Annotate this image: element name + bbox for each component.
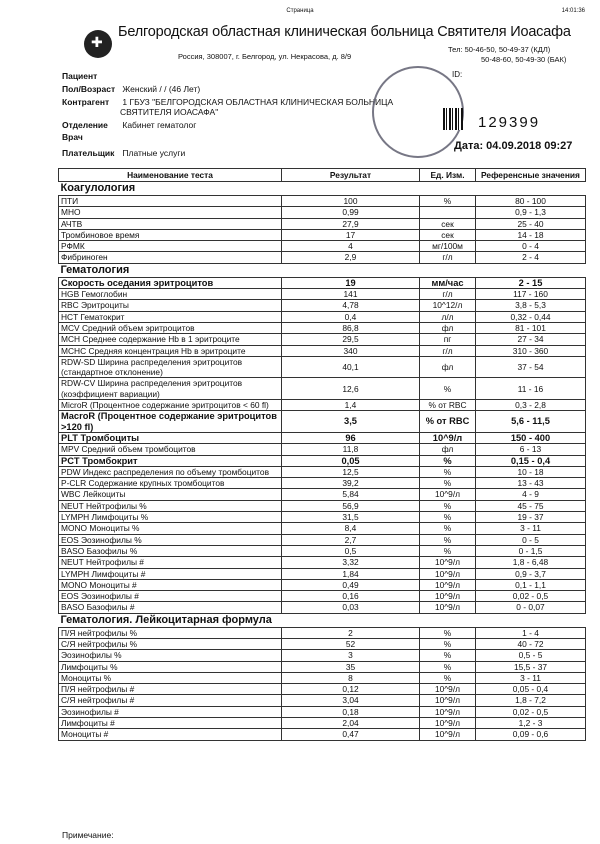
test-name: Моноциты % bbox=[59, 672, 282, 683]
test-name: LYMPH Лимфоциты # bbox=[59, 568, 282, 579]
test-unit: г/л bbox=[420, 289, 476, 300]
table-row bbox=[59, 196, 586, 207]
col-test-name: Наименование теста bbox=[59, 169, 282, 182]
test-reference: 3 - 11 bbox=[476, 672, 586, 683]
test-reference: 1,8 - 7,2 bbox=[476, 695, 586, 706]
test-reference: 3 - 11 bbox=[476, 523, 586, 534]
section-header bbox=[59, 263, 586, 277]
test-unit: сек bbox=[420, 229, 476, 240]
test-reference: 2 - 4 bbox=[476, 252, 586, 263]
test-reference: 0,02 - 0,5 bbox=[476, 591, 586, 602]
test-unit: % от RBC bbox=[420, 411, 476, 433]
test-name: MPV Средний объем тромбоцитов bbox=[59, 444, 282, 455]
test-unit: % bbox=[420, 523, 476, 534]
contractor-row-2: СВЯТИТЕЛЯ ИОАСАФА" bbox=[120, 107, 219, 117]
hospital-logo-icon bbox=[84, 30, 112, 58]
test-unit: % bbox=[420, 378, 476, 400]
test-reference: 5,6 - 11,5 bbox=[476, 411, 586, 433]
test-reference: 0 - 0,07 bbox=[476, 602, 586, 613]
test-unit: % bbox=[420, 478, 476, 489]
test-reference: 4 - 9 bbox=[476, 489, 586, 500]
table-row bbox=[59, 322, 586, 333]
test-reference: 0,1 - 1,1 bbox=[476, 579, 586, 590]
table-row bbox=[59, 627, 586, 638]
test-reference: 25 - 40 bbox=[476, 218, 586, 229]
test-reference: 14 - 18 bbox=[476, 229, 586, 240]
table-row bbox=[59, 729, 586, 740]
test-result: 52 bbox=[282, 638, 420, 649]
test-result: 96 bbox=[282, 432, 420, 443]
test-name: Моноциты # bbox=[59, 729, 282, 740]
table-row bbox=[59, 455, 586, 466]
table-row bbox=[59, 300, 586, 311]
test-name: WBC Лейкоциты bbox=[59, 489, 282, 500]
test-name: MONO Моноциты # bbox=[59, 579, 282, 590]
test-result: 3,32 bbox=[282, 557, 420, 568]
table-row bbox=[59, 650, 586, 661]
test-result: 40,1 bbox=[282, 356, 420, 378]
test-reference: 13 - 43 bbox=[476, 478, 586, 489]
test-name: MicroR (Процентное содержание эритроцитов < 60 fl) bbox=[59, 400, 282, 411]
col-unit: Ед. Изм. bbox=[420, 169, 476, 182]
table-row bbox=[59, 218, 586, 229]
test-result: 0,4 bbox=[282, 311, 420, 322]
test-reference: 6 - 13 bbox=[476, 444, 586, 455]
test-result: 141 bbox=[282, 289, 420, 300]
test-reference: 0 - 1,5 bbox=[476, 545, 586, 556]
table-row bbox=[59, 579, 586, 590]
test-result: 0,18 bbox=[282, 706, 420, 717]
test-reference: 11 - 16 bbox=[476, 378, 586, 400]
test-unit: 10^9/л bbox=[420, 568, 476, 579]
test-name: РФМК bbox=[59, 241, 282, 252]
section-header bbox=[59, 182, 586, 196]
test-name: С/Я нейтрофилы % bbox=[59, 638, 282, 649]
table-row bbox=[59, 512, 586, 523]
test-reference: 0,9 - 3,7 bbox=[476, 568, 586, 579]
test-name: PDW Индекс распределения по объему тромбоцитов bbox=[59, 466, 282, 477]
results-table bbox=[58, 168, 586, 741]
test-result: 340 bbox=[282, 345, 420, 356]
test-unit: % bbox=[420, 455, 476, 466]
table-row bbox=[59, 334, 586, 345]
test-name: Фибриноген bbox=[59, 252, 282, 263]
test-result: 12,6 bbox=[282, 378, 420, 400]
section-header bbox=[59, 613, 586, 627]
table-row bbox=[59, 568, 586, 579]
test-result: 2 bbox=[282, 627, 420, 638]
test-unit: сек bbox=[420, 218, 476, 229]
test-reference: 2 - 15 bbox=[476, 277, 586, 288]
test-name: Скорость оседания эритроцитов bbox=[59, 277, 282, 288]
table-row bbox=[59, 400, 586, 411]
table-row bbox=[59, 684, 586, 695]
test-unit bbox=[420, 207, 476, 218]
test-name: АЧТВ bbox=[59, 218, 282, 229]
table-row bbox=[59, 638, 586, 649]
test-result: 0,5 bbox=[282, 545, 420, 556]
barcode-icon bbox=[443, 108, 463, 130]
table-row bbox=[59, 523, 586, 534]
test-unit: % от RBC bbox=[420, 400, 476, 411]
test-result: 0,99 bbox=[282, 207, 420, 218]
test-unit: 10^9/л bbox=[420, 557, 476, 568]
test-result: 0,16 bbox=[282, 591, 420, 602]
table-row bbox=[59, 706, 586, 717]
test-unit: г/л bbox=[420, 345, 476, 356]
test-reference: 3,8 - 5,3 bbox=[476, 300, 586, 311]
test-unit: фл bbox=[420, 356, 476, 378]
test-reference: 80 - 100 bbox=[476, 196, 586, 207]
test-unit: мм/час bbox=[420, 277, 476, 288]
patient-row: Пациент bbox=[62, 71, 98, 81]
table-row bbox=[59, 478, 586, 489]
test-reference: 37 - 54 bbox=[476, 356, 586, 378]
table-row bbox=[59, 345, 586, 356]
test-reference: 15,5 - 37 bbox=[476, 661, 586, 672]
col-reference: Референсные значения bbox=[476, 169, 586, 182]
test-unit: фл bbox=[420, 322, 476, 333]
table-row bbox=[59, 591, 586, 602]
test-name: PCT Тромбокрит bbox=[59, 455, 282, 466]
table-row bbox=[59, 718, 586, 729]
table-row bbox=[59, 695, 586, 706]
test-name: P-CLR Содержание крупных тромбоцитов bbox=[59, 478, 282, 489]
test-name: П/Я нейтрофилы % bbox=[59, 627, 282, 638]
test-result: 12,5 bbox=[282, 466, 420, 477]
test-name: MCV Средний объем эритроцитов bbox=[59, 322, 282, 333]
test-name: Тромбиновое время bbox=[59, 229, 282, 240]
col-result: Результат bbox=[282, 169, 420, 182]
test-name: EOS Эозинофилы # bbox=[59, 591, 282, 602]
test-reference: 117 - 160 bbox=[476, 289, 586, 300]
test-unit: мг/100м bbox=[420, 241, 476, 252]
test-result: 5,84 bbox=[282, 489, 420, 500]
table-row bbox=[59, 229, 586, 240]
test-reference: 0,02 - 0,5 bbox=[476, 706, 586, 717]
test-name: LYMPH Лимфоциты % bbox=[59, 512, 282, 523]
test-result: 2,9 bbox=[282, 252, 420, 263]
table-row bbox=[59, 207, 586, 218]
department-row: Отделение Кабинет гематолог bbox=[62, 120, 197, 130]
test-unit: % bbox=[420, 661, 476, 672]
table-row bbox=[59, 432, 586, 443]
test-unit: % bbox=[420, 534, 476, 545]
table-row bbox=[59, 356, 586, 378]
table-row bbox=[59, 489, 586, 500]
test-unit: % bbox=[420, 545, 476, 556]
test-name: RDW-SD Ширина распределения эритроцитов (стандартное отклонение) bbox=[59, 356, 282, 378]
table-row bbox=[59, 557, 586, 568]
test-name: MONO Моноциты % bbox=[59, 523, 282, 534]
table-row bbox=[59, 277, 586, 288]
table-row bbox=[59, 411, 586, 433]
test-name: BASO Базофилы % bbox=[59, 545, 282, 556]
test-result: 0,12 bbox=[282, 684, 420, 695]
doctor-row: Врач bbox=[62, 132, 83, 142]
test-name: EOS Эозинофилы % bbox=[59, 534, 282, 545]
table-row bbox=[59, 241, 586, 252]
test-result: 4,78 bbox=[282, 300, 420, 311]
table-row bbox=[59, 289, 586, 300]
print-time: 14:01:36 bbox=[561, 8, 585, 14]
test-reference: 81 - 101 bbox=[476, 322, 586, 333]
test-unit: 10^9/л bbox=[420, 602, 476, 613]
test-unit: 10^9/л bbox=[420, 729, 476, 740]
test-reference: 0,09 - 0,6 bbox=[476, 729, 586, 740]
test-name: Лимфоциты # bbox=[59, 718, 282, 729]
test-result: 31,5 bbox=[282, 512, 420, 523]
test-result: 1,84 bbox=[282, 568, 420, 579]
test-unit: % bbox=[420, 672, 476, 683]
contractor-row: Контрагент 1 ГБУЗ "БЕЛГОРОДСКАЯ ОБЛАСТНАЯ КЛИНИЧЕСКАЯ БОЛЬНИЦА bbox=[62, 97, 394, 107]
test-unit: 10^9/л bbox=[420, 684, 476, 695]
test-name: BASO Базофилы # bbox=[59, 602, 282, 613]
test-unit: 10^9/л bbox=[420, 489, 476, 500]
test-name: MCHC Средняя концентрация Hb в эритроците bbox=[59, 345, 282, 356]
test-result: 1,4 bbox=[282, 400, 420, 411]
test-reference: 1,8 - 6,48 bbox=[476, 557, 586, 568]
table-row bbox=[59, 252, 586, 263]
section-title: Гематология bbox=[59, 263, 586, 277]
phone-line-1: Тел: 50-46-50, 50-49-37 (КДЛ) bbox=[448, 45, 551, 54]
test-result: 3,04 bbox=[282, 695, 420, 706]
sex-age-row: Пол/Возраст Женский / / (46 Лет) bbox=[62, 84, 201, 94]
test-name: Эозинофилы % bbox=[59, 650, 282, 661]
test-result: 35 bbox=[282, 661, 420, 672]
payer-row: Плательщик Платные услуги bbox=[62, 148, 186, 158]
test-unit: % bbox=[420, 627, 476, 638]
test-name: HCT Гематокрит bbox=[59, 311, 282, 322]
test-unit: пг bbox=[420, 334, 476, 345]
table-header bbox=[59, 169, 586, 182]
table-row bbox=[59, 602, 586, 613]
test-reference: 0 - 4 bbox=[476, 241, 586, 252]
sample-number: 129399 bbox=[478, 114, 541, 131]
test-unit: % bbox=[420, 196, 476, 207]
table-row bbox=[59, 545, 586, 556]
test-reference: 0,32 - 0,44 bbox=[476, 311, 586, 322]
test-result: 2,7 bbox=[282, 534, 420, 545]
test-name: NEUT Нейтрофилы # bbox=[59, 557, 282, 568]
table-row bbox=[59, 444, 586, 455]
test-unit: фл bbox=[420, 444, 476, 455]
test-name: HGB Гемоглобин bbox=[59, 289, 282, 300]
test-result: 29,5 bbox=[282, 334, 420, 345]
test-unit: % bbox=[420, 650, 476, 661]
test-name: ПТИ bbox=[59, 196, 282, 207]
table-row bbox=[59, 466, 586, 477]
test-name: П/Я нейтрофилы # bbox=[59, 684, 282, 695]
test-result: 86,8 bbox=[282, 322, 420, 333]
test-result: 3,5 bbox=[282, 411, 420, 433]
table-row bbox=[59, 534, 586, 545]
table-row bbox=[59, 500, 586, 511]
test-result: 100 bbox=[282, 196, 420, 207]
test-reference: 45 - 75 bbox=[476, 500, 586, 511]
test-name: PLT Тромбоциты bbox=[59, 432, 282, 443]
test-unit: % bbox=[420, 638, 476, 649]
test-unit: 10^9/л bbox=[420, 706, 476, 717]
test-name: Эозинофилы # bbox=[59, 706, 282, 717]
test-result: 0,05 bbox=[282, 455, 420, 466]
test-reference: 10 - 18 bbox=[476, 466, 586, 477]
test-reference: 0,15 - 0,4 bbox=[476, 455, 586, 466]
test-unit: л/л bbox=[420, 311, 476, 322]
section-title: Гематология. Лейкоцитарная формула bbox=[59, 613, 586, 627]
test-result: 39,2 bbox=[282, 478, 420, 489]
section-title: Коагулология bbox=[59, 182, 586, 196]
test-name: MCH Среднее содержание Hb в 1 эритроците bbox=[59, 334, 282, 345]
test-result: 17 bbox=[282, 229, 420, 240]
table-row bbox=[59, 378, 586, 400]
test-result: 4 bbox=[282, 241, 420, 252]
test-reference: 19 - 37 bbox=[476, 512, 586, 523]
test-result: 56,9 bbox=[282, 500, 420, 511]
test-unit: 10^9/л bbox=[420, 718, 476, 729]
test-unit: г/л bbox=[420, 252, 476, 263]
table-row bbox=[59, 661, 586, 672]
test-unit: % bbox=[420, 466, 476, 477]
test-unit: % bbox=[420, 512, 476, 523]
test-unit: 10^9/л bbox=[420, 591, 476, 602]
note-label: Примечание: bbox=[62, 830, 114, 840]
test-unit: 10^9/л bbox=[420, 579, 476, 590]
page-label: Страница bbox=[286, 8, 314, 14]
test-result: 2,04 bbox=[282, 718, 420, 729]
test-reference: 310 - 360 bbox=[476, 345, 586, 356]
test-reference: 0 - 5 bbox=[476, 534, 586, 545]
hospital-address: Россия, 308007, г. Белгород, ул. Некрасова, д. 8/9 bbox=[178, 52, 352, 61]
hospital-name: Белгородская областная клиническая больница Святителя Иоасафа bbox=[118, 24, 571, 40]
test-unit: 10^12/л bbox=[420, 300, 476, 311]
test-name: С/Я нейтрофилы # bbox=[59, 695, 282, 706]
test-result: 0,49 bbox=[282, 579, 420, 590]
test-result: 19 bbox=[282, 277, 420, 288]
test-reference: 27 - 34 bbox=[476, 334, 586, 345]
test-reference: 0,5 - 5 bbox=[476, 650, 586, 661]
test-name: NEUT Нейтрофилы % bbox=[59, 500, 282, 511]
test-name: RBC Эритроциты bbox=[59, 300, 282, 311]
test-result: 8,4 bbox=[282, 523, 420, 534]
test-reference: 0,3 - 2,8 bbox=[476, 400, 586, 411]
test-result: 8 bbox=[282, 672, 420, 683]
test-result: 27,9 bbox=[282, 218, 420, 229]
test-unit: 10^9/л bbox=[420, 432, 476, 443]
test-reference: 1,2 - 3 bbox=[476, 718, 586, 729]
test-result: 0,47 bbox=[282, 729, 420, 740]
test-name: МНО bbox=[59, 207, 282, 218]
test-result: 11,8 bbox=[282, 444, 420, 455]
test-reference: 1 - 4 bbox=[476, 627, 586, 638]
test-name: RDW-CV Ширина распределения эритроцитов (коэффициент вариации) bbox=[59, 378, 282, 400]
test-reference: 150 - 400 bbox=[476, 432, 586, 443]
test-unit: % bbox=[420, 500, 476, 511]
test-reference: 0,9 - 1,3 bbox=[476, 207, 586, 218]
test-result: 0,03 bbox=[282, 602, 420, 613]
table-row bbox=[59, 672, 586, 683]
test-name: MacroR (Процентное содержание эритроцитов >120 fl) bbox=[59, 411, 282, 433]
test-reference: 40 - 72 bbox=[476, 638, 586, 649]
test-result: 3 bbox=[282, 650, 420, 661]
phone-line-2: 50-48-60, 50-49-30 (БАК) bbox=[481, 55, 567, 64]
test-unit: 10^9/л bbox=[420, 695, 476, 706]
test-name: Лимфоциты % bbox=[59, 661, 282, 672]
table-row bbox=[59, 311, 586, 322]
test-reference: 0,05 - 0,4 bbox=[476, 684, 586, 695]
patient-id-label: ID: bbox=[452, 70, 463, 79]
sample-date: Дата: 04.09.2018 09:27 bbox=[454, 140, 573, 152]
